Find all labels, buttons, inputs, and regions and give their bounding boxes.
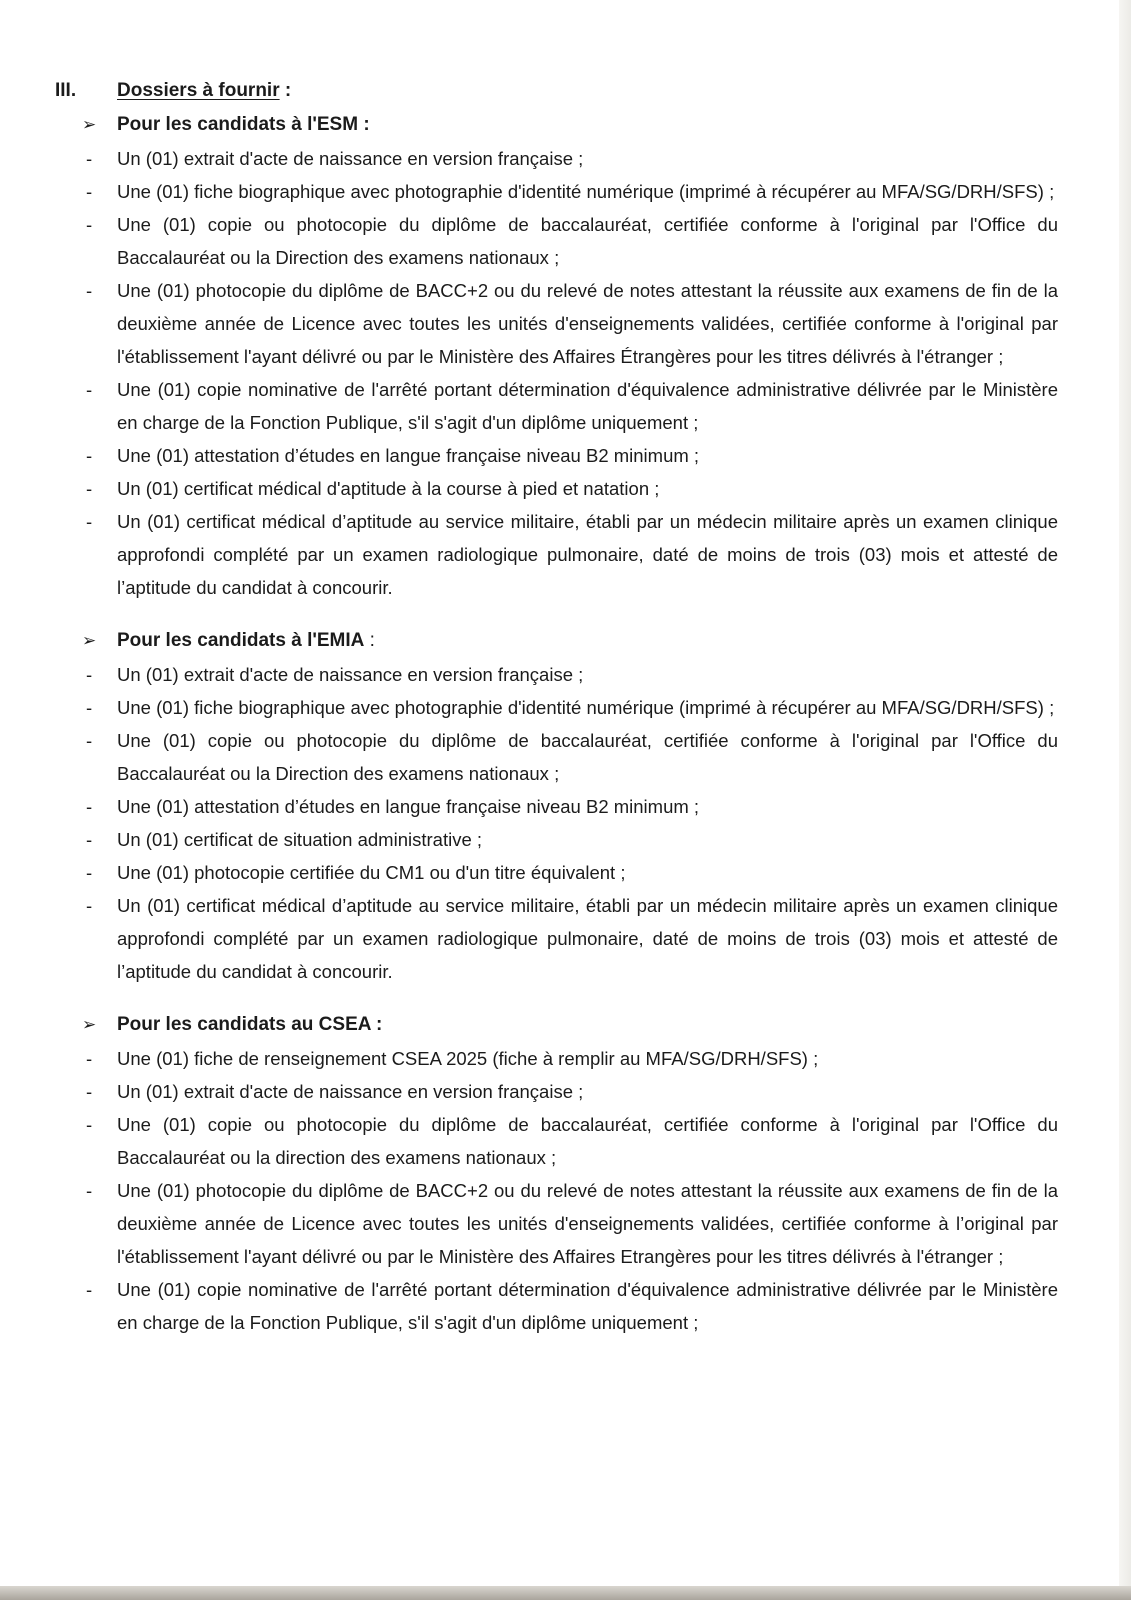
list-item-text: Une (01) copie nominative de l'arrêté portant détermination d'équivalence administrative délivrée par le Ministère en charge de la Fonction Publique, s'il s'agit d'un diplôme uniquement ;: [117, 1279, 1058, 1333]
list-item-text: Un (01) certificat de situation administrative ;: [117, 829, 483, 850]
list-item: [0, 472, 1131, 505]
dash-bullet-icon: -: [86, 1114, 93, 1135]
dash-bullet-icon: -: [86, 895, 93, 916]
list-item: [0, 175, 1131, 208]
requirement-groups: [0, 108, 1131, 1339]
dash-bullet-icon: -: [86, 511, 93, 532]
list-item: [0, 691, 1131, 724]
section-title: [117, 74, 291, 108]
group-heading: [0, 1008, 1131, 1042]
section-title-text: Dossiers à fournir: [117, 80, 280, 101]
section-number: III.: [55, 80, 77, 101]
dash-bullet-icon: -: [86, 664, 93, 685]
dash-bullet-icon: -: [86, 730, 93, 751]
dash-bullet-icon: -: [86, 862, 93, 883]
list-item-text: Une (01) copie ou photocopie du diplôme de baccalauréat, certifiée conforme à l'original par l'Office du Baccalauréat ou la Direction des examens nationaux ;: [117, 730, 1058, 784]
dash-bullet-icon: -: [86, 379, 93, 400]
list-item: [0, 1273, 1131, 1339]
list-item-text: Une (01) photocopie du diplôme de BACC+2 ou du relevé de notes attestant la réussite aux examens de fin de la deuxième année de Licence avec toutes les unités d'enseignements validées, certifiée conforme à l'original par l'établissement l'ayant délivré ou par le Ministère des Affaires Étrangères pour les titres délivrés à l'étranger ;: [117, 280, 1058, 367]
list-item-text: Un (01) certificat médical d’aptitude au service militaire, établi par un médecin militaire après un examen clinique approfondi complété par un examen radiologique pulmonaire, daté de moins de trois (03) mois et attesté de l’aptitude du candidat à concourir.: [117, 511, 1058, 598]
dash-bullet-icon: -: [86, 478, 93, 499]
list-item: [0, 505, 1131, 604]
list-item-text: Une (01) copie nominative de l'arrêté portant détermination d'équivalence administrative délivrée par le Ministère en charge de la Fonction Publique, s'il s'agit d'un diplôme uniquement ;: [117, 379, 1058, 433]
list-item: [0, 274, 1131, 373]
list-item-text: Une (01) fiche biographique avec photographie d'identité numérique (imprimé à récupérer au MFA/SG/DRH/SFS) ;: [117, 181, 1055, 202]
arrow-bullet-icon: ➢: [82, 631, 97, 650]
list-item: [0, 1075, 1131, 1108]
dash-bullet-icon: -: [86, 1279, 93, 1300]
group-title-text: Pour les candidats au CSEA: [117, 1014, 371, 1035]
dash-bullet-icon: -: [86, 181, 93, 202]
list-item-text: Un (01) extrait d'acte de naissance en version française ;: [117, 664, 584, 685]
group-title-suffix: :: [364, 630, 375, 651]
list-item: [0, 724, 1131, 790]
section-title-suffix: :: [279, 80, 292, 101]
dash-bullet-icon: -: [86, 214, 93, 235]
requirement-group: [0, 624, 1131, 988]
group-heading: [0, 108, 1131, 142]
list-item-text: Une (01) photocopie du diplôme de BACC+2 ou du relevé de notes attestant la réussite aux examens de fin de la deuxième année de Licence avec toutes les unités d'enseignements validées, certifiée conforme à l’original par l'établissement l'ayant délivré ou par le Ministère des Affaires Etrangères pour les titres délivrés à l'étranger ;: [117, 1180, 1058, 1267]
list-item: [0, 1042, 1131, 1075]
list-item-text: Un (01) extrait d'acte de naissance en version française ;: [117, 148, 584, 169]
group-title: [117, 624, 375, 658]
section-heading: [0, 74, 1131, 108]
list-item-text: Une (01) attestation d’études en langue française niveau B2 minimum ;: [117, 445, 700, 466]
group-title: [117, 108, 370, 142]
list-item: [0, 142, 1131, 175]
list-item: [0, 373, 1131, 439]
list-item-text: Un (01) certificat médical d’aptitude au service militaire, établi par un médecin militaire après un examen clinique approfondi complété par un examen radiologique pulmonaire, daté de moins de trois (03) mois et attesté de l’aptitude du candidat à concourir.: [117, 895, 1058, 982]
requirement-group: [0, 108, 1131, 604]
group-title-suffix: :: [370, 1014, 383, 1035]
dash-bullet-icon: -: [86, 1048, 93, 1069]
list-item-text: Une (01) attestation d’études en langue française niveau B2 minimum ;: [117, 796, 700, 817]
list-item: [0, 658, 1131, 691]
group-title-text: Pour les candidats à l'ESM: [117, 114, 359, 135]
scan-bottom-edge: [0, 1586, 1131, 1600]
requirement-group: [0, 1008, 1131, 1339]
group-heading: [0, 624, 1131, 658]
dash-bullet-icon: -: [86, 697, 93, 718]
group-title-suffix: :: [358, 114, 370, 135]
dash-bullet-icon: -: [86, 829, 93, 850]
list-item: [0, 790, 1131, 823]
list-item-text: Une (01) fiche de renseignement CSEA 2025 (fiche à remplir au MFA/SG/DRH/SFS) ;: [117, 1048, 819, 1069]
dash-bullet-icon: -: [86, 148, 93, 169]
list-item-text: Un (01) certificat médical d'aptitude à la course à pied et natation ;: [117, 478, 660, 499]
list-item: [0, 856, 1131, 889]
arrow-bullet-icon: ➢: [82, 1015, 97, 1034]
list-item: [0, 889, 1131, 988]
list-item: [0, 439, 1131, 472]
group-title: [117, 1008, 382, 1042]
list-item: [0, 208, 1131, 274]
list-item-text: Une (01) copie ou photocopie du diplôme de baccalauréat, certifiée conforme à l'original par l'Office du Baccalauréat ou la Direction des examens nationaux ;: [117, 214, 1058, 268]
dash-bullet-icon: -: [86, 445, 93, 466]
list-item: [0, 1174, 1131, 1273]
group-title-text: Pour les candidats à l'EMIA: [117, 630, 365, 651]
dash-bullet-icon: -: [86, 1081, 93, 1102]
list-item-text: Une (01) copie ou photocopie du diplôme de baccalauréat, certifiée conforme à l'original par l'Office du Baccalauréat ou la direction des examens nationaux ;: [117, 1114, 1058, 1168]
dash-bullet-icon: -: [86, 1180, 93, 1201]
document-page: [0, 74, 1131, 1339]
list-item-text: Un (01) extrait d'acte de naissance en version française ;: [117, 1081, 584, 1102]
list-item-text: Une (01) fiche biographique avec photographie d'identité numérique (imprimé à récupérer au MFA/SG/DRH/SFS) ;: [117, 697, 1055, 718]
list-item-text: Une (01) photocopie certifiée du CM1 ou d'un titre équivalent ;: [117, 862, 626, 883]
arrow-bullet-icon: ➢: [82, 115, 97, 134]
list-item: [0, 823, 1131, 856]
dash-bullet-icon: -: [86, 280, 93, 301]
dash-bullet-icon: -: [86, 796, 93, 817]
list-item: [0, 1108, 1131, 1174]
